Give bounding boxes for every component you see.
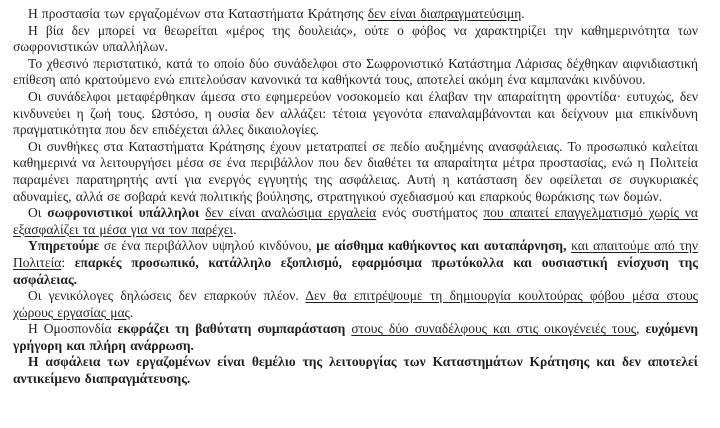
text-run: .	[233, 221, 237, 237]
text-run: Η βία δεν μπορεί να θεωρείται «μέρος της δουλειάς», ούτε ο φόβος να χαρακτηρίζει την καθημερινότητα των σωφρονιστικών υπαλλήλων.	[13, 22, 698, 55]
text-run: Οι συνάδελφοι μεταφέρθηκαν άμεσα στο εφημερεύον νοσοκομείο και έλαβαν την απαραίτητη φροντίδα· ευτυχώς, δεν κινδυνεύει η ζωή τους. Ωστόσο, η ουσία δεν αλλάζει: τέτοια γεγονότα επαναλαμβάνονται και δείχνουν μια επικίνδυνη πραγματικότητα που δεν επιδέχεται άλλες δικαιολογίες.	[13, 88, 698, 138]
text-run: στους δύο συναδέλφους και στις οικογένειές τους	[351, 321, 637, 337]
paragraph-no-culture-of-fear	[13, 288, 698, 321]
paragraph-violence-not-part-of-job	[13, 23, 698, 56]
text-run: επαρκές προσωπικό, κατάλληλο εξοπλισμό, εφαρμόσιμα πρωτόκολλα και ουσιαστική ενίσχυση της ασφάλειας.	[13, 254, 698, 287]
text-run: Δεν θα επιτρέψουμε τη δημιουργία κουλτούρας φόβου μέσα στους χώρους εργασίας μας	[13, 288, 698, 320]
text-run: σωφρονιστικοί υπάλληλοι	[47, 205, 200, 221]
text-run: που απαιτεί επαγγελματισμό χωρίς να εξασφαλίζει τα μέσα για να τον παρέχει	[13, 205, 698, 237]
text-run: Η προστασία των εργαζομένων στα Καταστήματα Κράτησης	[28, 6, 368, 21]
text-run: ενός συστήματος	[376, 205, 484, 221]
text-run: δεν είναι αναλώσιμα εργαλεία	[205, 205, 377, 221]
text-run: Η Ομοσπονδία	[28, 321, 118, 337]
text-run: σε ένα περιβάλλον υψηλού κινδύνου,	[99, 238, 317, 254]
text-run: και απαιτούμε από την Πολιτεία	[13, 238, 698, 270]
paragraph-staff-not-expendable	[13, 205, 698, 238]
paragraph-demands-from-state	[13, 238, 698, 288]
text-run: δεν είναι διαπραγματεύσιμη	[367, 6, 522, 21]
paragraph-safety-is-foundation	[13, 354, 698, 387]
text-run: Οι συνθήκες στα Καταστήματα Κράτησης έχουν μετατραπεί σε πεδίο αυξημένης ανασφάλειας. Το προσωπικό καλείται καθημερινά να λειτουργήσει μέσα σε ένα περιβάλλον που δεν διαθέτει τα απαραίτητα μέτρα προστασίας, ενώ η Πολιτεία παραμένει παρατηρητής αντί για ενεργός εγγυητής της ασφάλειας. Αυτή η κατάσταση δεν οφείλεται σε συγκυριακές αδυναμίες, αλλά σε σοβαρά κενά πολιτικής βούλησης, στρατηγικού σχεδιασμού και επαρκούς θωράκισης των δομών.	[13, 138, 698, 204]
text-run: εκφράζει τη βαθύτατη συμπαράσταση	[117, 321, 346, 337]
text-run: ,	[636, 321, 646, 337]
text-run: Οι γενικόλογες δηλώσεις δεν επαρκούν πλέον.	[28, 288, 306, 304]
paragraph-protection-nonnegotiable	[13, 6, 698, 23]
paragraph-federation-support	[13, 321, 698, 354]
text-run: Υπηρετούμε	[28, 238, 100, 254]
text-run: .	[129, 304, 134, 320]
paragraph-larissa-incident	[13, 56, 698, 89]
text-run: Οι	[28, 205, 48, 221]
text-run: Το χθεσινό περιστατικό, κατά το οποίο δύο συνάδελφοι στο Σωφρονιστικό Κατάστημα Λάρισας δέχθηκαν αιφνιδιαστική επίθεση από κρατούμενο ενώ επιτελούσαν κανονικά τα καθήκοντά τους, αποτελεί ακόμη ένα καμπανάκι κινδύνου.	[13, 55, 698, 88]
paragraph-conditions-insecurity	[13, 139, 698, 205]
text-run: .	[521, 6, 525, 21]
paragraph-colleagues-hospital	[13, 89, 698, 139]
text-run: Η ασφάλεια των εργαζομένων είναι θεμέλιο της λειτουργίας των Καταστημάτων Κράτησης και δεν αποτελεί αντικείμενο διαπραγμάτευσης.	[13, 354, 698, 387]
text-run: ευχόμενη γρήγορη και πλήρη ανάρρωση.	[13, 321, 699, 353]
text-run: με αίσθημα καθήκοντος και αυταπάρνηση,	[316, 238, 567, 254]
text-run: :	[61, 254, 75, 270]
